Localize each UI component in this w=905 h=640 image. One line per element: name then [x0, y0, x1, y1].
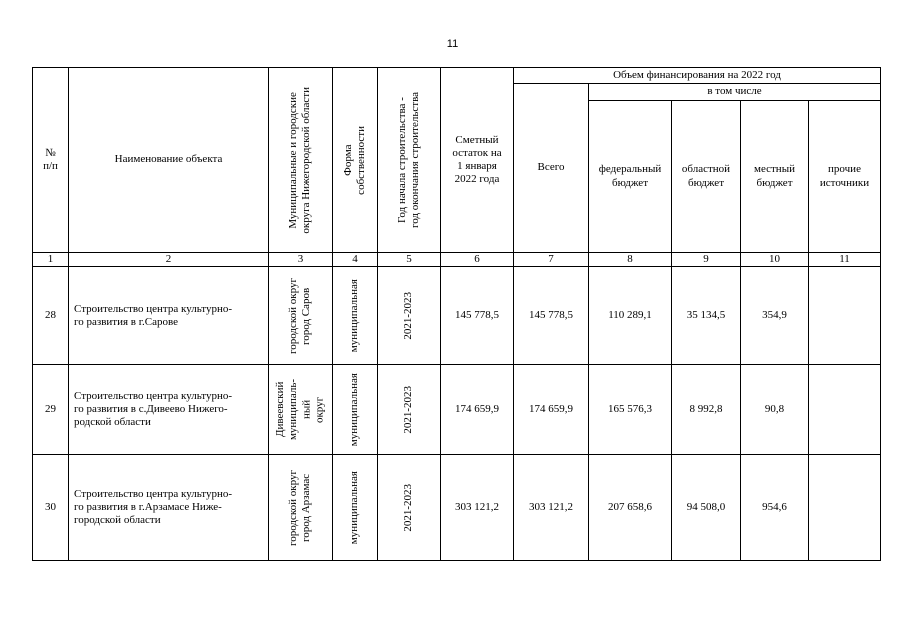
header-years: Год начала строительства - год окончания строительства: [378, 68, 441, 253]
column-number: 10: [741, 253, 809, 267]
row-municipality: Дивеевский муниципаль- ный округ: [269, 365, 333, 455]
column-number: 2: [69, 253, 269, 267]
row-regional: 94 508,0: [672, 455, 741, 561]
row-local: 954,6: [741, 455, 809, 561]
page-number: 11: [446, 38, 459, 50]
row-ownership: муниципальная: [333, 267, 378, 365]
financing-table: [32, 67, 881, 561]
header-total: Всего: [514, 84, 589, 253]
column-number: 8: [589, 253, 672, 267]
row-federal: 207 658,6: [589, 455, 672, 561]
row-local: 90,8: [741, 365, 809, 455]
row-name: Строительство центра культурно- го развития в г.Сарове: [69, 267, 269, 365]
row-federal: 110 289,1: [589, 267, 672, 365]
row-other: [809, 267, 881, 365]
row-total: 174 659,9: [514, 365, 589, 455]
column-number: 11: [809, 253, 881, 267]
row-federal: 165 576,3: [589, 365, 672, 455]
column-number: 1: [33, 253, 69, 267]
row-total: 303 121,2: [514, 455, 589, 561]
row-num: 30: [33, 455, 69, 561]
row-remainder: 145 778,5: [441, 267, 514, 365]
row-name: Строительство центра культурно- го развития в с.Дивеево Нижего- родской области: [69, 365, 269, 455]
row-num: 28: [33, 267, 69, 365]
table-row: [33, 365, 881, 455]
row-local: 354,9: [741, 267, 809, 365]
header-ownership: Форма собственности: [333, 68, 378, 253]
header-regional: областной бюджет: [672, 101, 741, 253]
table-row: [33, 267, 881, 365]
row-ownership: муниципальная: [333, 455, 378, 561]
row-other: [809, 455, 881, 561]
row-name: Строительство центра культурно- го развития в г.Арзамасе Ниже- городской области: [69, 455, 269, 561]
row-municipality: городской округ город Арзамас: [269, 455, 333, 561]
header-funding-group: Объем финансирования на 2022 год: [514, 68, 881, 84]
header-name: Наименование объекта: [69, 68, 269, 253]
row-remainder: 174 659,9: [441, 365, 514, 455]
row-regional: 35 134,5: [672, 267, 741, 365]
table-row: [33, 455, 881, 561]
column-number: 6: [441, 253, 514, 267]
row-years: 2021-2023: [378, 455, 441, 561]
column-number: 9: [672, 253, 741, 267]
header-num: № п/п: [33, 68, 69, 253]
row-regional: 8 992,8: [672, 365, 741, 455]
header-including: в том числе: [589, 84, 881, 101]
column-number: 4: [333, 253, 378, 267]
header-federal: федеральный бюджет: [589, 101, 672, 253]
header-other: прочие источники: [809, 101, 881, 253]
header-remainder: Сметный остаток на 1 января 2022 года: [441, 68, 514, 253]
column-number: 5: [378, 253, 441, 267]
row-years: 2021-2023: [378, 267, 441, 365]
header-municipality: Муниципальные и городские округа Нижегородской области: [269, 68, 333, 253]
column-number: 7: [514, 253, 589, 267]
row-years: 2021-2023: [378, 365, 441, 455]
row-municipality: городской округ город Саров: [269, 267, 333, 365]
row-remainder: 303 121,2: [441, 455, 514, 561]
column-number: 3: [269, 253, 333, 267]
header-local: местный бюджет: [741, 101, 809, 253]
row-other: [809, 365, 881, 455]
row-num: 29: [33, 365, 69, 455]
row-total: 145 778,5: [514, 267, 589, 365]
row-ownership: муниципальная: [333, 365, 378, 455]
